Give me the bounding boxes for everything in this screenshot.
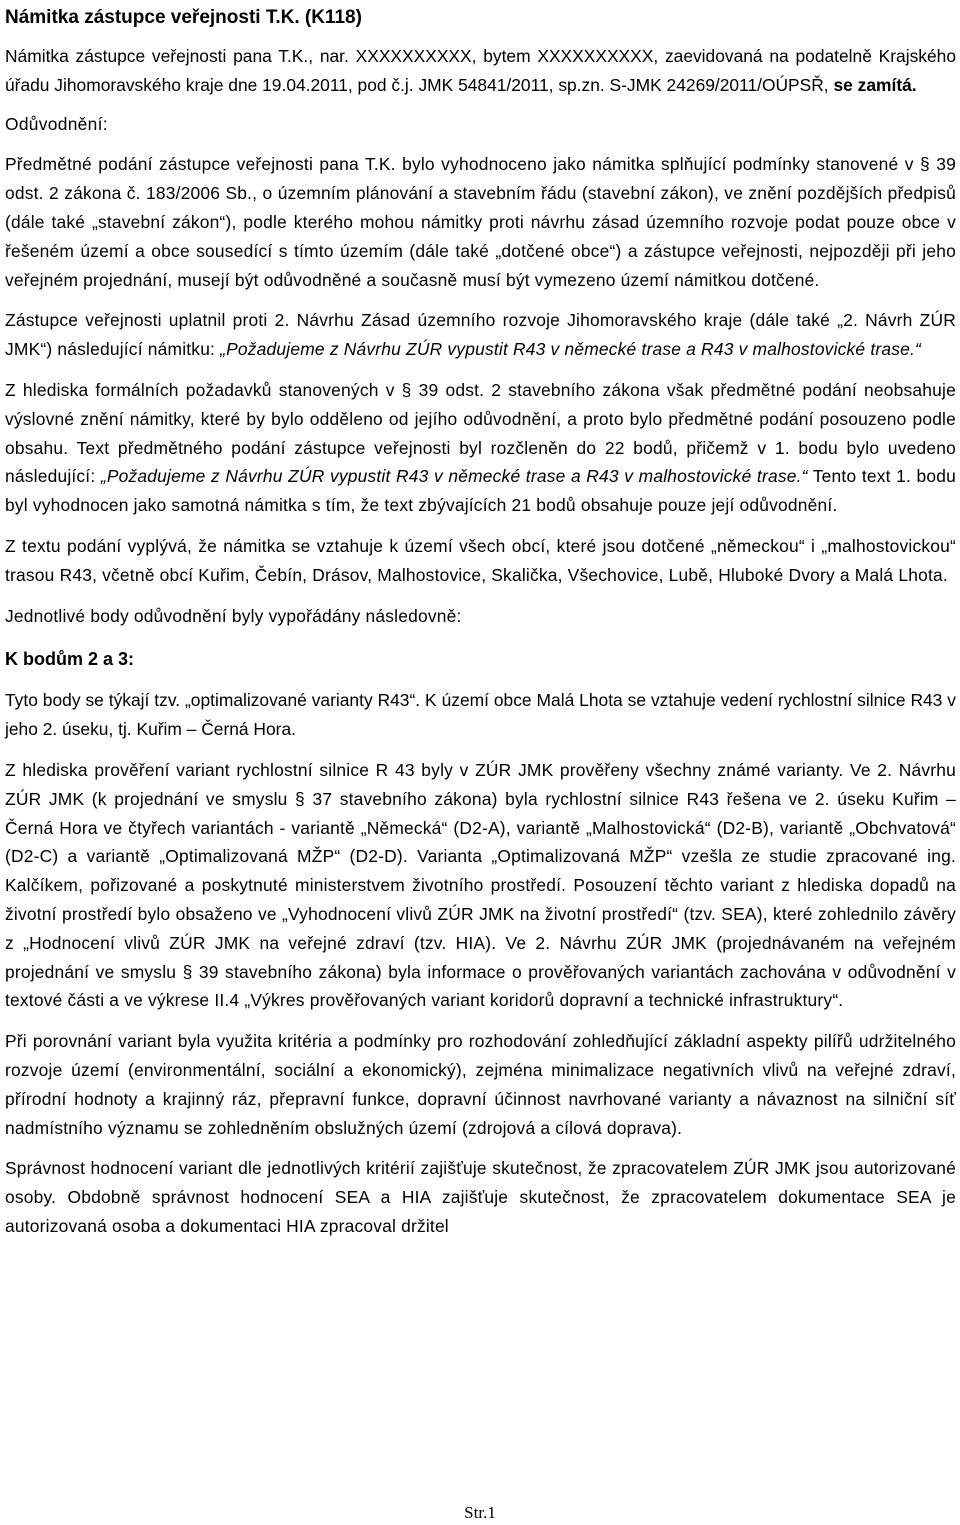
paragraph-correctness: Správnost hodnocení variant dle jednotlivých kritérií zajišťuje skutečnost, že zpracovatelem ZÚR JMK jsou autorizované osoby. Obdobně správnost hodnocení SEA a HIA zajišťuje skutečnost, že zpracovatelem dokumentace SEA je autorizovaná osoba a dokumentaci HIA zpracoval držitel	[5, 1158, 956, 1236]
objection-quote: „Požadujeme z Návrhu ZÚR vypustit R43 v německé trase a R43 v malhostovické trase.“	[220, 339, 922, 360]
paragraph-comparison-criteria: Při porovnání variant byla využita kritéria a podmínky pro rozhodování zohledňující základní aspekty pilířů udržitelného rozvoje území (environmentální, sociální a ekonomický), zejména minimalizace negativních vlivů na veřejné zdraví, přírodní hodnoty a krajinný ráz, přepravní funkce, dopravní účinnost navrhované varianty a návaznost na silniční síť nadmístního významu se zohledněním obslužných území (zdrojová a cílová doprava).	[5, 1031, 956, 1138]
verdict-text: se zamítá.	[833, 74, 917, 95]
formal-quote: „Požadujeme z Návrhu ZÚR vypustit R43 v německé trase a R43 v malhostovické trase.“	[100, 466, 808, 487]
formal-text-b: Tento text 1. bodu byl vyhodnocen jako samotná námitka s tím, že text zbývajících 21 bodů obsahuje pouze její odůvodnění.	[5, 466, 957, 516]
paragraph-formal-requirements	[5, 376, 956, 520]
paragraph-variant-review: Z hlediska prověření variant rychlostní silnice R 43 byly v ZÚR JMK prověřeny všechny známé varianty. Ve 2. Návrhu ZÚR JMK (k projednání ve smyslu § 37 stavebního zákona) byla rychlostní silnice R43 řešena ve 2. úseku Kuřim – Černá Hora ve čtyřech variantách - variantě „Německá“ (D2-A), variantě „Malhostovická“ (D2-B), variantě „Obchvatová“ (D2-C) a variantě „Optimalizovaná MŽP“ (D2-D). Varianta „Optimalizovaná MŽP“ vzešla ze studie zpracované ing. Kalčíkem, pořizované a poskytnuté ministerstvem životního prostředí. Posouzení těchto variant z hlediska dopadů na životní prostředí bylo obsaženo ve „Vyhodnocení vlivů ZÚR JMK na životní prostředí“ (tzv. SEA), které zohlednilo závěry z „Hodnocení vlivů ZÚR JMK na veřejné zdraví (tzv. HIA). Ve 2. Návrhu ZÚR JMK (projednávaném na veřejném projednání ve smyslu § 39 stavebního zákona) byla informace o prověřovaných variantách zachována v odůvodnění v textové části a ve výkrese II.4 „Výkres prověřovaných variant koridorů dopravní a technické infrastruktury“.	[5, 759, 956, 1011]
paragraph-affected-area: Z textu podání vyplývá, že námitka se vztahuje k území všech obcí, které jsou dotčené „německou“ i „malhostovickou“ trasou R43, včetně obcí Kuřim, Čebín, Drásov, Malhostovice, Skalička, Všechovice, Lubě, Hluboké Dvory a Malá Lhota.	[5, 535, 956, 585]
objection-intro-text: Zástupce veřejnosti uplatnil proti 2. Návrhu Zásad územního rozvoje Jihomoravského kraje (dále také „2. Návrh ZÚR JMK“) následující námitku:	[5, 310, 956, 360]
document-title: Námitka zástupce veřejnosti T.K. (K118)	[5, 7, 362, 28]
page-number: Str.1	[464, 1503, 496, 1522]
paragraph-points-resolution: Jednotlivé body odůvodnění byly vypořádány následovně:	[5, 605, 462, 626]
intro-text: Námitka zástupce veřejnosti pana T.K., nar. XXXXXXXXXX, bytem XXXXXXXXXX, zaevidovaná na podatelně Krajského úřadu Jihomoravského kraje dne 19.04.2011, pod č.j. JMK 54841/2011, sp.zn. S-JMK 24269/2011/OÚPSŘ,	[5, 46, 956, 95]
section-heading-points-2-3: K bodům 2 a 3:	[5, 649, 135, 670]
paragraph-legal-basis: Předmětné podání zástupce veřejnosti pana T.K. bylo vyhodnoceno jako námitka splňující podmínky stanovené v § 39 odst. 2 zákona č. 183/2006 Sb., o územním plánování a stavebním řádu (stavební zákon), ve znění pozdějších předpisů (dále také „stavební zákon“), podle kterého mohou námitky proti návrhu zásad územního rozvoje podat pouze obce v řešeném území a obce sousedící s tímto územím (dále také „dotčené obce“) a zástupce veřejnosti, nejpozději při jeho veřejném projednání, musejí být odůvodněné a současně musí být vymezeno území námitkou dotčené.	[5, 154, 956, 290]
paragraph-optimized-variant: Tyto body se týkají tzv. „optimalizované varianty R43“. K území obce Malá Lhota se vztahuje vedení rychlostní silnice R43 v jeho 2. úseku, tj. Kuřim – Černá Hora.	[5, 690, 956, 740]
paragraph-objection	[5, 306, 956, 364]
intro-paragraph	[5, 42, 956, 100]
formal-text-a: Z hlediska formálních požadavků stanovených v § 39 odst. 2 stavebního zákona však předmětné podání neobsahuje výslovné znění námitky, které by bylo odděleno od jejího odůvodnění, a proto bylo předmětné podání posouzeno podle obsahu. Text předmětného podání zástupce veřejnosti byl rozčleněn do 22 bodů, přičemž v 1. bodu bylo uvedeno následující:	[5, 379, 956, 487]
justification-heading: Odůvodnění:	[5, 113, 108, 134]
